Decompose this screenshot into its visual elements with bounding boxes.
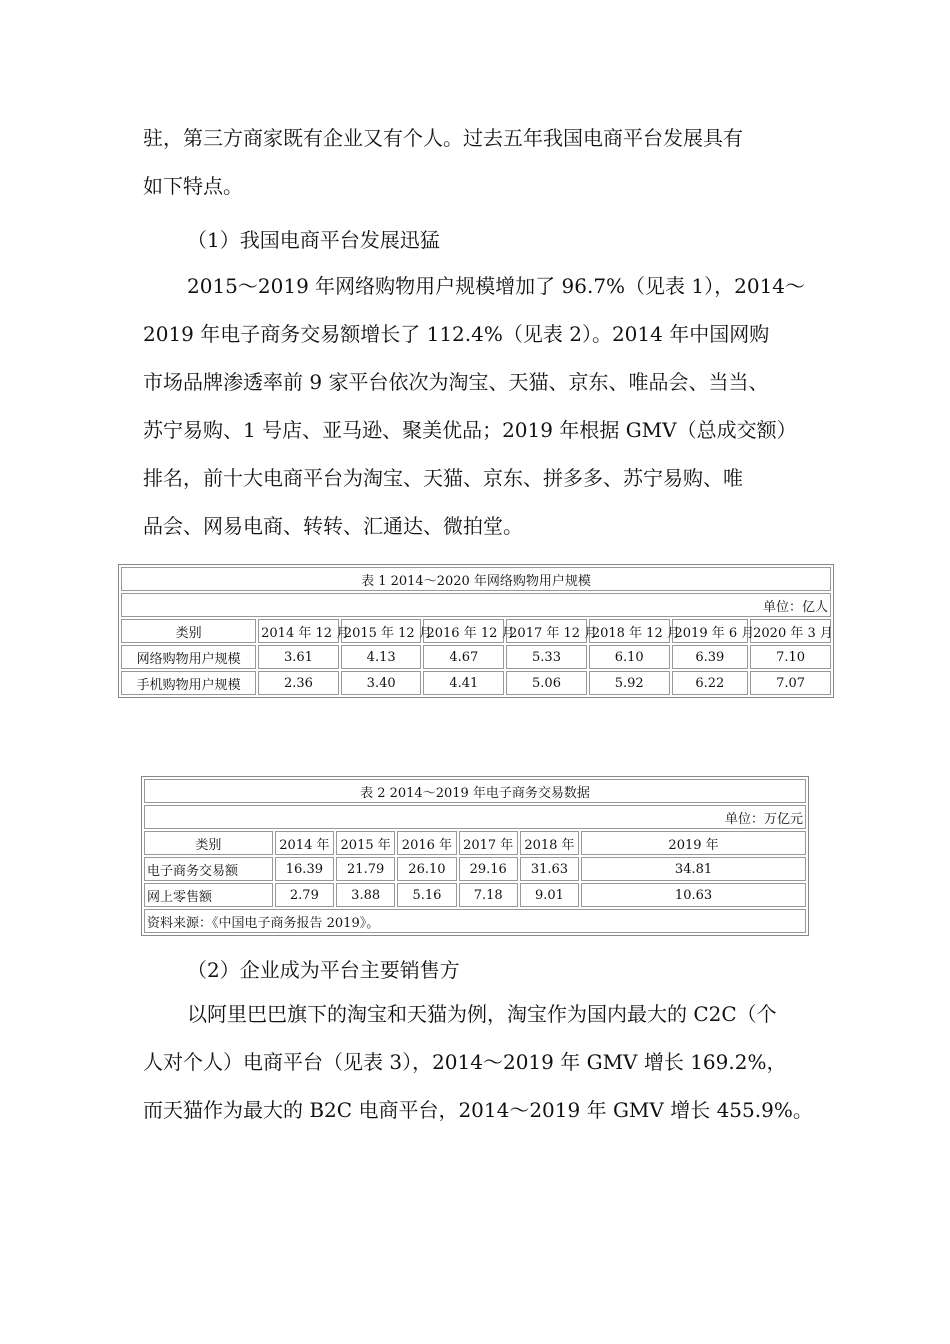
table-cell: 7.18 (459, 883, 518, 907)
body-paragraph-alibaba (143, 990, 811, 1134)
table-title: 表 2 2014～2019 年电子商务交易数据 (144, 779, 806, 803)
table-row (144, 857, 806, 881)
table-cell: 21.79 (336, 857, 395, 881)
text-line: 2019 年电子商务交易额增长了 112.4%（见表 2）。2014 年中国网购 (143, 322, 770, 346)
header-cell: 类别 (121, 619, 256, 643)
text-line: 品会、网易电商、转转、汇通达、微拍堂。 (143, 514, 523, 538)
table-title: 表 1 2014～2020 年网络购物用户规模 (121, 567, 831, 591)
table-cell: 6.39 (672, 645, 749, 669)
table-cell: 29.16 (459, 857, 518, 881)
table-cell: 4.67 (423, 645, 504, 669)
table-unit: 单位：亿人 (121, 593, 831, 617)
table-cell: 10.63 (581, 883, 806, 907)
header-cell: 2017 年 12 月 (506, 619, 587, 643)
text-line: 如下特点。 (143, 174, 243, 198)
table-cell: 16.39 (275, 857, 334, 881)
section-heading-1: （1）我国电商平台发展迅猛 (187, 228, 440, 252)
table-row (144, 883, 806, 907)
table-cell: 7.07 (750, 671, 831, 695)
table-cell: 5.16 (397, 883, 456, 907)
intro-paragraph (143, 114, 811, 210)
text-line: 驻，第三方商家既有企业又有个人。过去五年我国电商平台发展具有 (143, 126, 743, 150)
table-cell: 3.88 (336, 883, 395, 907)
table-cell: 4.13 (341, 645, 422, 669)
table-cell: 31.63 (520, 857, 579, 881)
row-label: 网络购物用户规模 (121, 645, 256, 669)
text-line: 市场品牌渗透率前 9 家平台依次为淘宝、天猫、京东、唯品会、当当、 (143, 370, 769, 394)
header-cell: 2016 年 (397, 831, 456, 855)
header-cell: 2015 年 (336, 831, 395, 855)
table-cell: 2.79 (275, 883, 334, 907)
table-cell: 26.10 (397, 857, 456, 881)
text-line: 2015～2019 年网络购物用户规模增加了 96.7%（见表 1），2014～ (187, 274, 806, 298)
table-cell: 6.10 (589, 645, 670, 669)
table-cell: 6.22 (672, 671, 749, 695)
table-header-row (121, 619, 831, 643)
table-cell: 34.81 (581, 857, 806, 881)
table-cell: 3.40 (341, 671, 422, 695)
row-label: 手机购物用户规模 (121, 671, 256, 695)
header-cell: 2014 年 (275, 831, 334, 855)
table-row (121, 671, 831, 695)
text-line: 以阿里巴巴旗下的淘宝和天猫为例，淘宝作为国内最大的 C2C（个 (187, 1002, 777, 1026)
table-cell: 4.41 (423, 671, 504, 695)
header-cell: 2015 年 12 月 (341, 619, 422, 643)
row-label: 电子商务交易额 (144, 857, 273, 881)
header-cell: 2019 年 (581, 831, 806, 855)
table-cell: 5.92 (589, 671, 670, 695)
text-line: 人对个人）电商平台（见表 3），2014～2019 年 GMV 增长 169.2%， (143, 1050, 787, 1074)
table-cell: 2.36 (258, 671, 339, 695)
section-heading-2: （2）企业成为平台主要销售方 (187, 958, 460, 982)
table-ecommerce-transactions (141, 776, 809, 936)
text-line: 苏宁易购、1 号店、亚马逊、聚美优品；2019 年根据 GMV（总成交额） (143, 418, 797, 442)
header-cell: 2019 年 6 月 (672, 619, 749, 643)
header-cell: 2018 年 12 月 (589, 619, 670, 643)
header-cell: 类别 (144, 831, 273, 855)
body-paragraph-growth (143, 262, 811, 550)
row-label: 网上零售额 (144, 883, 273, 907)
table-cell: 9.01 (520, 883, 579, 907)
table-unit: 单位：万亿元 (144, 805, 806, 829)
table-source-note: 资料来源：《中国电子商务报告 2019》。 (144, 909, 806, 933)
table-cell: 7.10 (750, 645, 831, 669)
header-cell: 2020 年 3 月 (750, 619, 831, 643)
table-cell: 3.61 (258, 645, 339, 669)
text-line: 排名，前十大电商平台为淘宝、天猫、京东、拼多多、苏宁易购、唯 (143, 466, 743, 490)
header-cell: 2016 年 12 月 (423, 619, 504, 643)
table-cell: 5.33 (506, 645, 587, 669)
table-online-shopping-users (118, 564, 834, 698)
table-cell: 5.06 (506, 671, 587, 695)
text-line: 而天猫作为最大的 B2C 电商平台，2014～2019 年 GMV 增长 455.9%。 (143, 1098, 813, 1122)
header-cell: 2014 年 12 月 (258, 619, 339, 643)
header-cell: 2018 年 (520, 831, 579, 855)
table-row (121, 645, 831, 669)
header-cell: 2017 年 (459, 831, 518, 855)
table-header-row (144, 831, 806, 855)
